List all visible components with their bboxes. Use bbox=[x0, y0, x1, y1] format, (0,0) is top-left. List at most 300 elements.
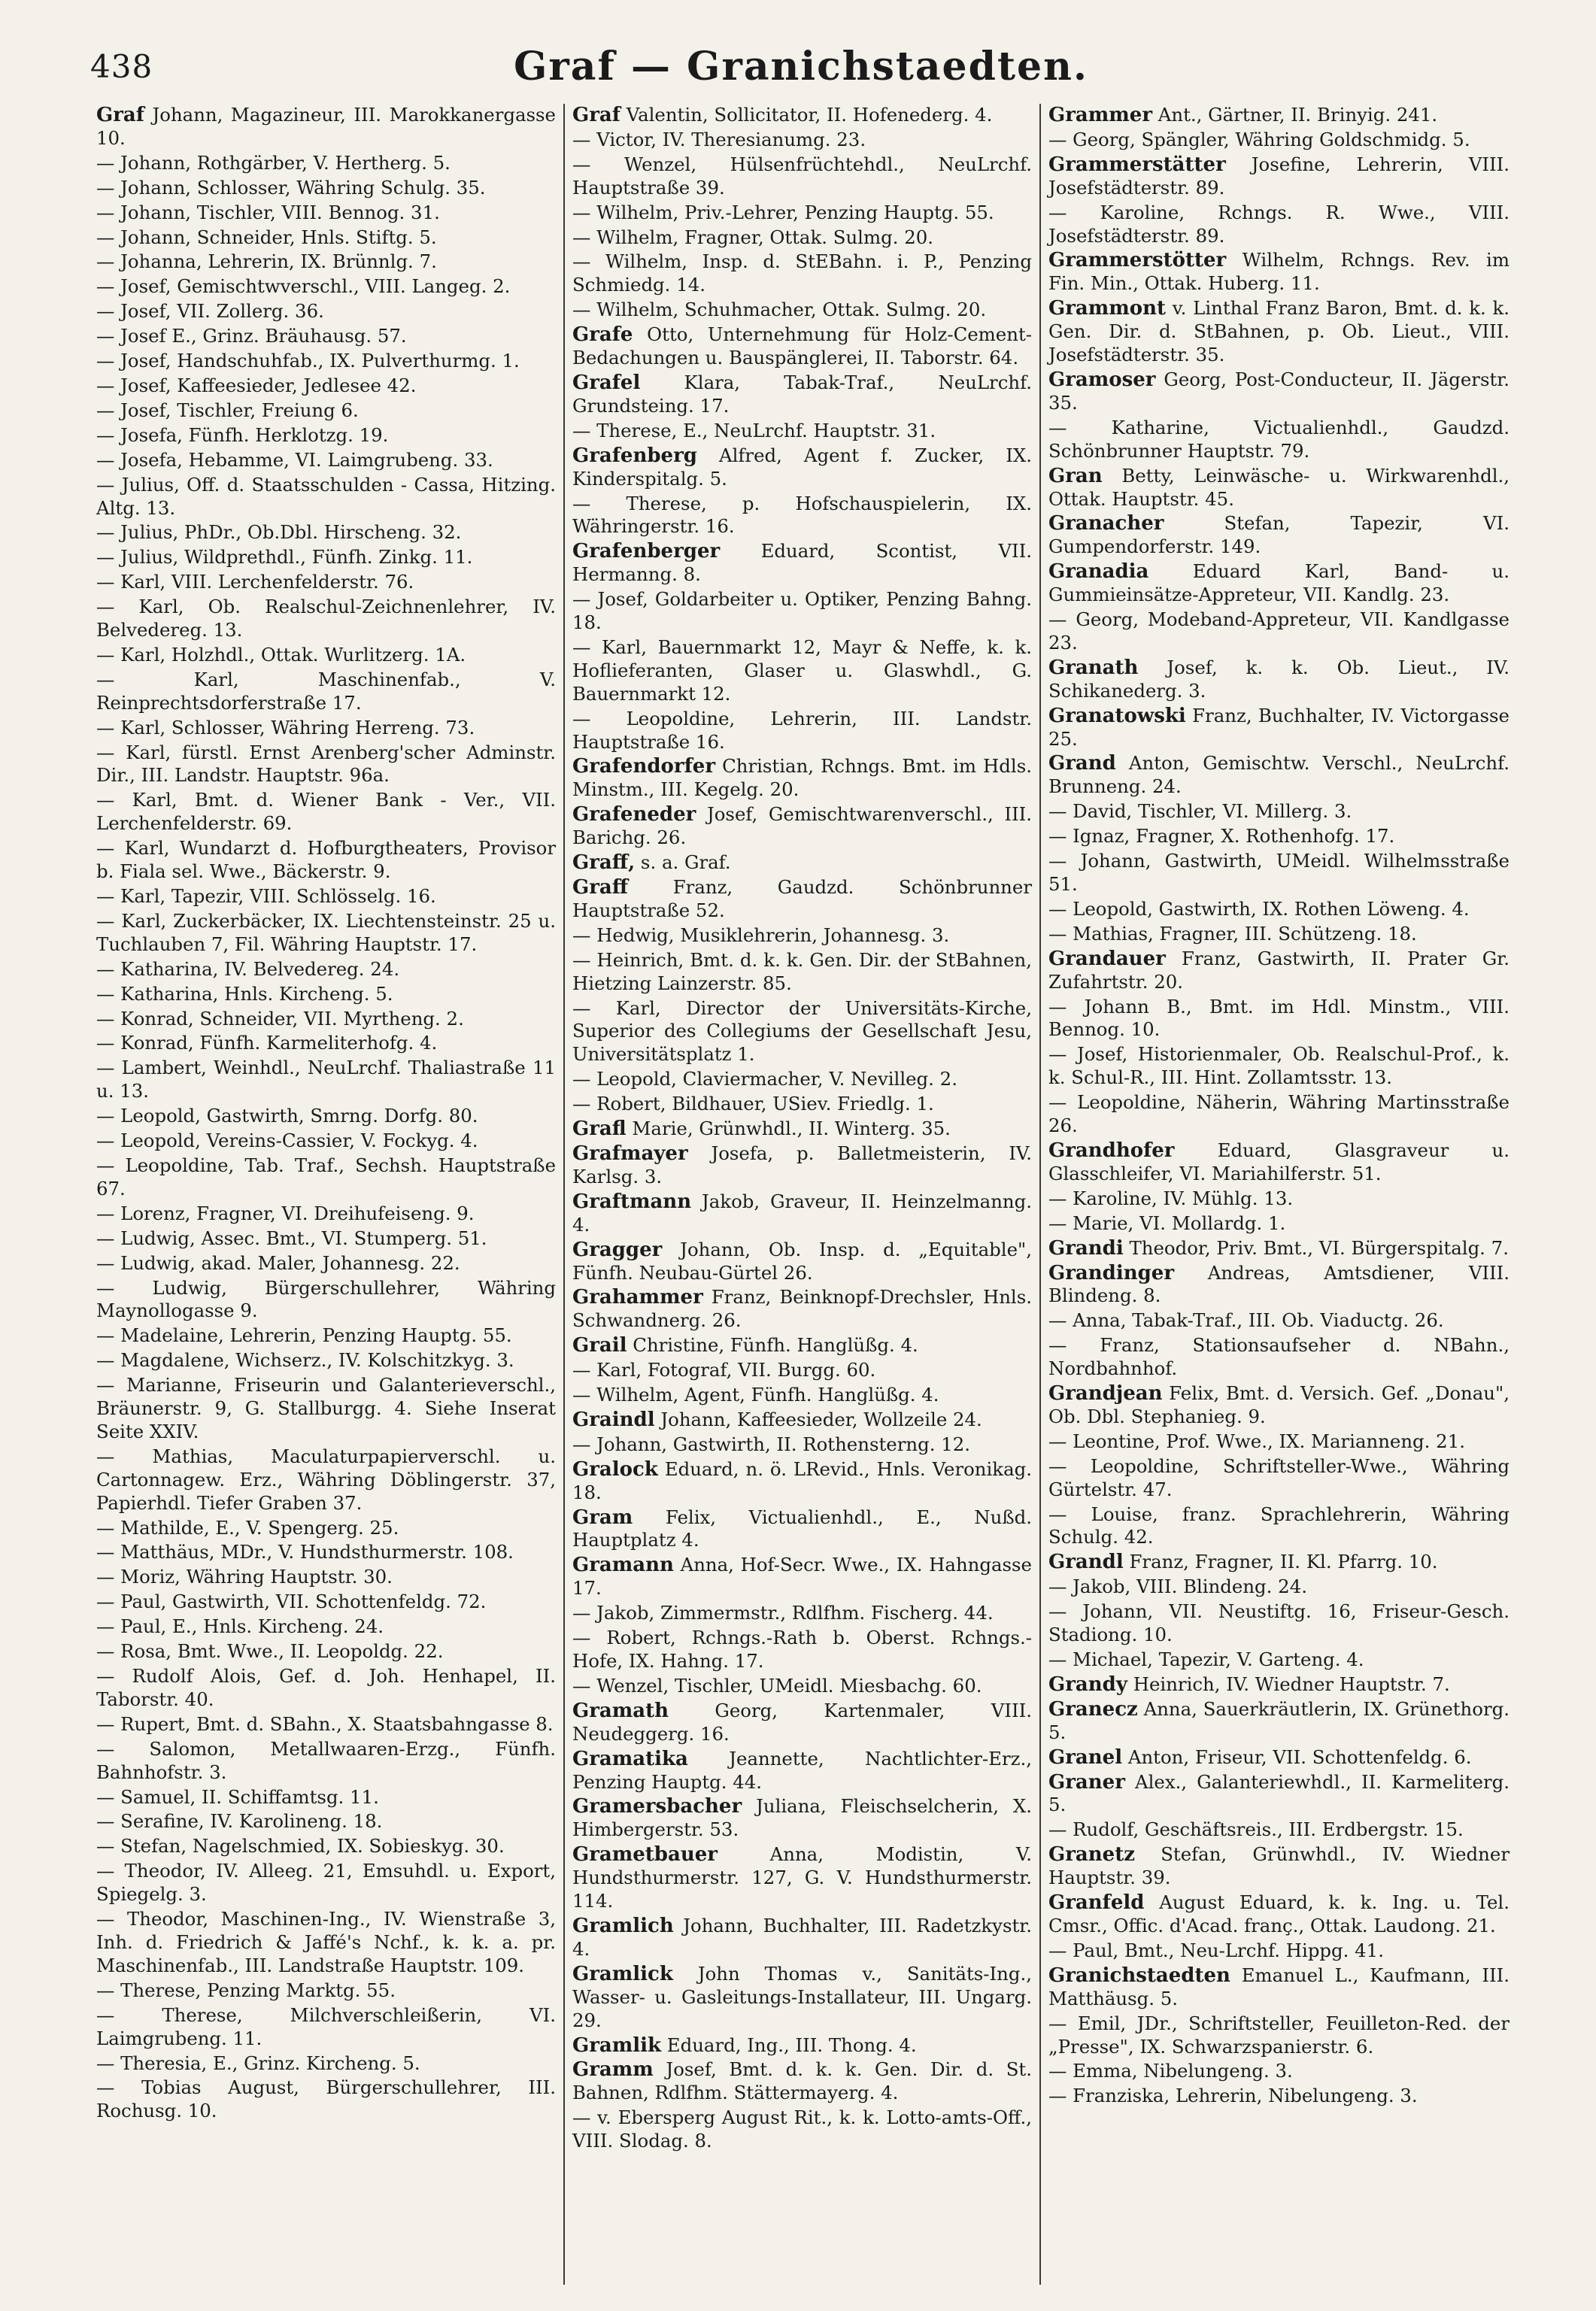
entry-text: Eduard, n. ö. LRevid., Hnls. Veronikag. 18. bbox=[572, 1457, 1032, 1503]
directory-entry bbox=[572, 2058, 1032, 2105]
entry-text: Josef, k. k. Ob. Lieut., IV. Schikanederg. 3. bbox=[1048, 656, 1510, 702]
entry-surname: Gram bbox=[572, 1506, 633, 1529]
entry-text: — Johann, Gastwirth, II. Rothensterng. 12. bbox=[572, 1433, 970, 1455]
entry-text: — Karl, Ob. Realschul-Zeichnenlehrer, IV. Belvedereg. 13. bbox=[96, 596, 556, 641]
column-right bbox=[1041, 104, 1517, 2285]
entry-text: — Leopoldine, Tab. Traf., Sechsh. Hauptstraße 67. bbox=[96, 1154, 556, 1199]
entry-text: Josef, Gemischtwarenverschl., III. Barichg. 26. bbox=[572, 803, 1032, 849]
directory-entry bbox=[96, 2076, 556, 2123]
entry-text: Klara, Tabak-Traf., NeuLrchf. Grundsteing. 17. bbox=[572, 371, 1032, 417]
directory-entry bbox=[96, 1445, 556, 1515]
directory-entry bbox=[572, 588, 1032, 635]
directory-entry bbox=[96, 1566, 556, 1589]
entry-surname: Graner bbox=[1048, 1770, 1125, 1794]
directory-entry bbox=[1048, 850, 1510, 896]
entry-text: — David, Tischler, VI. Millerg. 3. bbox=[1048, 800, 1352, 823]
directory-entry bbox=[572, 876, 1032, 923]
entry-surname: Gramm bbox=[572, 2058, 654, 2082]
entry-surname: Gragger bbox=[572, 1238, 663, 1261]
entry-text: — Karl, Director der Universitäts-Kirche, Superior des Collegiums der Gesellschaft Jesu, Universitätsplatz 1. bbox=[572, 996, 1032, 1066]
directory-entry bbox=[1048, 1503, 1510, 1550]
directory-entry bbox=[1048, 202, 1510, 248]
directory-entry bbox=[1048, 657, 1510, 703]
directory-entry bbox=[96, 1591, 556, 1614]
directory-entry bbox=[572, 1602, 1032, 1625]
directory-entry bbox=[572, 1748, 1032, 1794]
directory-entry bbox=[1048, 512, 1510, 559]
directory-entry bbox=[96, 1032, 556, 1055]
entry-text: — Wenzel, Tischler, UMeidl. Miesbachg. 60. bbox=[572, 1674, 982, 1697]
directory-entry bbox=[1048, 996, 1510, 1042]
directory-entry bbox=[1048, 1843, 1510, 1890]
directory-entry bbox=[1048, 1309, 1510, 1333]
entry-text: — Julius, Off. d. Staatsschulden - Cassa, Hitzing. Altg. 13. bbox=[96, 473, 556, 519]
entry-text: — Mathias, Fragner, III. Schützeng. 18. bbox=[1048, 922, 1417, 945]
entry-text: Betty, Leinwäsche- u. Wirkwarenhdl., Ottak. Hauptstr. 45. bbox=[1048, 464, 1510, 510]
entry-text: — Johann, Tischler, VIII. Bennog. 31. bbox=[96, 201, 440, 223]
directory-entry bbox=[96, 837, 556, 884]
entry-text: Christine, Fünfh. Hanglüßg. 4. bbox=[633, 1334, 918, 1357]
entry-surname: Graindl bbox=[572, 1408, 655, 1431]
entry-surname: Grandy bbox=[1048, 1673, 1127, 1696]
entry-surname: Grammer bbox=[1048, 104, 1153, 126]
entry-text: Stefan, Grünwhdl., IV. Wiedner Hauptstr. 39. bbox=[1048, 1843, 1510, 1889]
entry-text: Stefan, Tapezir, VI. Gumpendorferstr. 149. bbox=[1048, 512, 1510, 558]
entry-text: — Rudolf, Geschäftsreis., III. Erdbergstr. 15. bbox=[1048, 1818, 1464, 1841]
directory-entry bbox=[572, 2034, 1032, 2058]
page-number: 438 bbox=[90, 48, 153, 85]
entry-text: — Robert, Rchngs.-Rath b. Oberst. Rchngs.-Hofe, IX. Hahng. 17. bbox=[572, 1627, 1032, 1672]
entry-text: Georg, Post-Conducteur, II. Jägerstr. 35. bbox=[1048, 368, 1510, 414]
directory-entry bbox=[96, 350, 556, 373]
entry-text: — Johann, Schlosser, Währing Schulg. 35. bbox=[96, 176, 486, 199]
entry-text: Jeannette, Nachtlichter-Erz., Penzing Hauptg. 44. bbox=[572, 1747, 1032, 1793]
entry-text: — Karoline, Rchngs. R. Wwe., VIII. Josefstädterstr. 89. bbox=[1048, 201, 1510, 247]
entry-text: — v. Ebersperg August Rit., k. k. Lotto-amts-Off., VIII. Slodag. 8. bbox=[572, 2106, 1032, 2152]
directory-entry bbox=[572, 444, 1032, 491]
entry-text: — Karl, VIII. Lerchenfelderstr. 76. bbox=[96, 571, 414, 593]
entry-text: — Karl, Maschinenfab., V. Reinprechtsdorferstraße 17. bbox=[96, 668, 556, 714]
column-middle bbox=[565, 104, 1041, 2285]
directory-entry bbox=[96, 669, 556, 715]
entry-text: — Wenzel, Hülsenfrüchtehdl., NeuLrchf. Hauptstraße 39. bbox=[572, 153, 1032, 199]
directory-entry bbox=[96, 1517, 556, 1540]
entry-text: — Marie, VI. Mollardg. 1. bbox=[1048, 1212, 1286, 1234]
entry-text: — Therese, E., NeuLrchf. Hauptstr. 31. bbox=[572, 419, 936, 441]
entry-text: — Therese, Milchverschleißerin, VI. Laimgrubeng. 11. bbox=[96, 2003, 556, 2049]
entry-text: — Paul, Gastwirth, VII. Schottenfeldg. 72. bbox=[96, 1591, 487, 1613]
entry-surname: Granacher bbox=[1048, 512, 1164, 535]
entry-text: — Franz, Stationsaufseher d. NBahn., Nordbahnhof. bbox=[1048, 1334, 1510, 1380]
entry-text: Anna, Modistin, V. Hundsthurmerstr. 127, G. V. Hundsthurmerstr. 114. bbox=[572, 1843, 1032, 1912]
directory-entry bbox=[572, 153, 1032, 200]
entry-text: — Hedwig, Musiklehrerin, Johannesg. 3. bbox=[572, 923, 950, 946]
entry-text: — Josef, VII. Zollerg. 36. bbox=[96, 300, 324, 323]
directory-entry bbox=[1048, 1648, 1510, 1672]
entry-text: — Therese, Penzing Marktg. 55. bbox=[96, 1979, 396, 2001]
directory-entry bbox=[96, 2052, 556, 2076]
entry-text: — Konrad, Schneider, VII. Myrtheng. 2. bbox=[96, 1007, 464, 1030]
entry-surname: Gran bbox=[1048, 464, 1103, 487]
entry-text: — Matthäus, MDr., V. Hundsthurmerstr. 108. bbox=[96, 1541, 514, 1563]
entry-text: Eduard, Glasgraveur u. Glasschleifer, VI. Mariahilferstr. 51. bbox=[1048, 1139, 1510, 1184]
directory-entry bbox=[96, 910, 556, 957]
entry-text: Juliana, Fleischselcherin, X. Himbergerstr. 53. bbox=[572, 1795, 1032, 1841]
entry-text: — Katharina, IV. Belvedereg. 24. bbox=[96, 957, 400, 980]
entry-surname: Grametbauer bbox=[572, 1843, 718, 1867]
entry-text: — Leopoldine, Schriftsteller-Wwe., Währing Gürtelstr. 47. bbox=[1048, 1454, 1510, 1500]
directory-entry bbox=[1048, 153, 1510, 200]
entry-surname: Grandhofer bbox=[1048, 1139, 1175, 1162]
entry-text: — Anna, Tabak-Traf., III. Ob. Viaductg. 26. bbox=[1048, 1309, 1444, 1332]
entry-text: — Josef E., Grinz. Bräuhausg. 57. bbox=[96, 325, 407, 347]
directory-entry bbox=[96, 789, 556, 836]
directory-entry bbox=[96, 1615, 556, 1639]
entry-text: — Jakob, VIII. Blindeng. 24. bbox=[1048, 1576, 1307, 1598]
directory-entry bbox=[572, 1915, 1032, 1961]
directory-entry bbox=[572, 1093, 1032, 1116]
entry-text: — Michael, Tapezir, V. Garteng. 4. bbox=[1048, 1648, 1364, 1670]
directory-entry bbox=[1048, 1964, 1510, 2011]
directory-entry bbox=[1048, 417, 1510, 463]
entry-text: — Marianne, Friseurin und Galanterieverschl., Bräunerstr. 9, G. Stallburgg. 4. Siehe Inserat Seite XXIV. bbox=[96, 1374, 556, 1442]
entry-text: — Karl, Holzhdl., Ottak. Wurlitzerg. 1A. bbox=[96, 643, 466, 666]
entry-surname: Grafmayer bbox=[572, 1142, 688, 1165]
directory-entry bbox=[572, 540, 1032, 587]
directory-entry bbox=[96, 571, 556, 594]
directory-entry bbox=[572, 1795, 1032, 1842]
entry-text: — Rupert, Bmt. d. SBahn., X. Staatsbahngasse 8. bbox=[96, 1712, 554, 1735]
entry-text: Anna, Hof-Secr. Wwe., IX. Hahngasse 17. bbox=[572, 1554, 1032, 1600]
entry-text: Johann, Magazineur, III. Marokkanergasse 10. bbox=[96, 104, 556, 149]
entry-surname: Gramoser bbox=[1048, 368, 1156, 391]
entry-text: — Leopold, Claviermacher, V. Nevilleg. 2. bbox=[572, 1068, 957, 1090]
directory-entry bbox=[96, 885, 556, 908]
entry-text: — Josef, Goldarbeiter u. Optiker, Penzing Bahng. 18. bbox=[572, 588, 1032, 634]
entry-surname: Gramlick bbox=[572, 1962, 673, 1985]
entry-surname: Grahammer bbox=[572, 1286, 703, 1309]
directory-entry bbox=[1048, 898, 1510, 921]
directory-entry bbox=[572, 1458, 1032, 1505]
directory-entry bbox=[96, 1154, 556, 1201]
directory-entry bbox=[572, 949, 1032, 996]
entry-text: Alex., Galanteriewhdl., II. Karmeliterg. 5. bbox=[1048, 1770, 1510, 1816]
directory-entry bbox=[96, 644, 556, 667]
entry-text: — Paul, Bmt., Neu-Lrchf. Hippg. 41. bbox=[1048, 1939, 1384, 1961]
directory-entry bbox=[572, 708, 1032, 754]
directory-entry bbox=[572, 997, 1032, 1067]
directory-entry bbox=[1048, 705, 1510, 751]
entry-text: — Stefan, Nagelschmied, IX. Sobieskyg. 30. bbox=[96, 1835, 505, 1858]
entry-text: — Karl, Schlosser, Währing Herreng. 73. bbox=[96, 716, 475, 738]
directory-entry bbox=[96, 275, 556, 299]
directory-entry bbox=[96, 1541, 556, 1564]
entry-surname: Grandl bbox=[1048, 1551, 1124, 1574]
entry-text: — Mathias, Maculaturpapierverschl. u. Cartonnagew. Erz., Währing Döblingerstr. 37, Papierhdl. Tiefer Graben 37. bbox=[96, 1445, 556, 1514]
directory-entry bbox=[96, 202, 556, 225]
entry-text: John Thomas v., Sanitäts-Ing., Wasser- u. Gasleitungs-Installateur, III. Ungarg. 29. bbox=[572, 1962, 1032, 2031]
entry-text: Wilhelm, Rchngs. Rev. im Fin. Min., Ottak. Huberg. 11. bbox=[1048, 249, 1510, 295]
directory-entry bbox=[96, 546, 556, 569]
entry-text: Alfred, Agent f. Zucker, IX. Kinderspitalg. 5. bbox=[572, 444, 1032, 490]
entry-surname: Gralock bbox=[572, 1457, 658, 1481]
entry-text: — Karl, Tapezir, VIII. Schlösselg. 16. bbox=[96, 885, 436, 907]
directory-entry bbox=[1048, 1891, 1510, 1938]
directory-entry bbox=[96, 1640, 556, 1663]
directory-entry bbox=[1048, 1673, 1510, 1697]
directory-entry bbox=[572, 1239, 1032, 1285]
entry-text: v. Linthal Franz Baron, Bmt. d. k. k. Gen. Dir. d. StBahnen, p. Ob. Lieut., VIII. Josefstädterstr. 35. bbox=[1048, 297, 1510, 366]
entry-text: Anton, Friseur, VII. Schottenfeldg. 6. bbox=[1127, 1745, 1472, 1768]
directory-entry bbox=[1048, 1600, 1510, 1647]
directory-entry bbox=[96, 226, 556, 250]
entry-text: — Lorenz, Fragner, VI. Dreihufeiseng. 9. bbox=[96, 1202, 475, 1224]
entry-text: — Wilhelm, Fragner, Ottak. Sulmg. 20. bbox=[572, 226, 934, 248]
entry-surname: Grafeneder bbox=[572, 803, 696, 826]
entry-surname: Granfeld bbox=[1048, 1891, 1145, 1915]
column-left bbox=[89, 104, 565, 2285]
entry-surname: Grandinger bbox=[1048, 1261, 1175, 1284]
page-header bbox=[90, 44, 1512, 96]
entry-surname: Grail bbox=[572, 1334, 627, 1357]
entry-text: — Josef, Historienmaler, Ob. Realschul-Prof., k. k. Schul-R., III. Hint. Zollamtsstr. 13. bbox=[1048, 1043, 1510, 1089]
entry-surname: Grammont bbox=[1048, 297, 1167, 320]
directory-entry bbox=[572, 1506, 1032, 1553]
entry-text: Heinrich, IV. Wiedner Hauptstr. 7. bbox=[1133, 1673, 1450, 1695]
directory-entry bbox=[1048, 1237, 1510, 1260]
entry-text: — Leopold, Gastwirth, IX. Rothen Löweng. 4. bbox=[1048, 897, 1470, 920]
directory-entry bbox=[96, 1713, 556, 1736]
directory-entry bbox=[1048, 560, 1510, 607]
entry-text: August Eduard, k. k. Ing. u. Tel. Cmsr., Offic. d'Acad. franç., Ottak. Laudong. 21. bbox=[1048, 1891, 1510, 1936]
entry-text: — Josef, Kaffeesieder, Jedlesee 42. bbox=[96, 374, 417, 396]
directory-entry bbox=[572, 104, 1032, 127]
entry-text: Christian, Rchngs. Bmt. im Hdls. Minstm., III. Kegelg. 20. bbox=[572, 755, 1032, 801]
entry-surname: Granecz bbox=[1048, 1697, 1138, 1721]
directory-entry bbox=[96, 1105, 556, 1128]
directory-entry bbox=[572, 851, 1032, 875]
directory-entry bbox=[96, 1860, 556, 1906]
directory-entry bbox=[572, 1334, 1032, 1357]
entry-text: — Johann B., Bmt. im Hdl. Minstm., VIII. Bennog. 10. bbox=[1048, 995, 1510, 1041]
entry-surname: Gramann bbox=[572, 1554, 674, 1577]
entry-surname: Grafenberger bbox=[572, 540, 721, 563]
entry-surname: Grafel bbox=[572, 371, 641, 394]
directory-entry bbox=[1048, 297, 1510, 367]
entry-text: Andreas, Amtsdiener, VIII. Blindeng. 8. bbox=[1048, 1261, 1510, 1307]
directory-entry bbox=[96, 521, 556, 544]
directory-entry bbox=[1048, 2085, 1510, 2108]
entry-text: — Julius, PhDr., Ob.Dbl. Hirscheng. 32. bbox=[96, 521, 462, 544]
entry-text: — Leopold, Gastwirth, Smrng. Dorfg. 80. bbox=[96, 1105, 478, 1127]
directory-entry bbox=[96, 424, 556, 447]
directory-entry bbox=[1048, 2060, 1510, 2083]
entry-text: — Lambert, Weinhdl., NeuLrchf. Thaliastraße 11 u. 13. bbox=[96, 1057, 556, 1102]
entry-text: — Moriz, Währing Hauptstr. 30. bbox=[96, 1566, 393, 1588]
entry-text: — Josef, Handschuhfab., IX. Pulverthurmg. 1. bbox=[96, 350, 520, 372]
entry-text: Emanuel L., Kaufmann, III. Matthäusg. 5. bbox=[1048, 1964, 1510, 2009]
entry-text: — Konrad, Fünfh. Karmeliterhofg. 4. bbox=[96, 1032, 438, 1054]
directory-entry bbox=[1048, 465, 1510, 511]
directory-entry bbox=[96, 1203, 556, 1226]
directory-entry bbox=[96, 177, 556, 200]
entry-surname: Granetz bbox=[1048, 1843, 1135, 1867]
directory-entry bbox=[96, 1349, 556, 1372]
entry-surname: Granel bbox=[1048, 1745, 1123, 1769]
directory-entry bbox=[1048, 752, 1510, 799]
directory-entry bbox=[1048, 1455, 1510, 1502]
entry-surname: Gramatika bbox=[572, 1747, 688, 1770]
directory-entry bbox=[1048, 104, 1510, 127]
directory-entry bbox=[1048, 1382, 1510, 1429]
directory-entry bbox=[96, 250, 556, 274]
directory-entry bbox=[572, 1843, 1032, 1913]
directory-entry bbox=[572, 2106, 1032, 2153]
entry-text: — Serafine, IV. Karolineng. 18. bbox=[96, 1810, 383, 1833]
entry-text: Eduard, Ing., III. Thong. 4. bbox=[666, 2033, 917, 2056]
entry-text: Felix, Bmt. d. Versich. Gef. „Donau", Ob. Dbl. Stephanieg. 9. bbox=[1048, 1382, 1510, 1427]
directory-entry bbox=[572, 803, 1032, 850]
entry-text: — Karl, Fotograf, VII. Burgg. 60. bbox=[572, 1359, 876, 1381]
directory-entry bbox=[1048, 1771, 1510, 1818]
entry-text: Johann, Buchhalter, III. Radetzkystr. 4. bbox=[572, 1914, 1032, 1960]
directory-entry bbox=[96, 325, 556, 348]
entry-text: — Mathilde, E., V. Spengerg. 25. bbox=[96, 1516, 399, 1539]
directory-entry bbox=[1048, 1818, 1510, 1842]
entry-text: — Victor, IV. Theresianumg. 23. bbox=[572, 128, 866, 150]
directory-entry bbox=[96, 983, 556, 1006]
entry-surname: Gramath bbox=[572, 1699, 669, 1722]
entry-text: Josefine, Lehrerin, VIII. Josefstädterstr. 89. bbox=[1048, 153, 1510, 199]
entry-text: Otto, Unternehmung für Holz-Cement-Bedachungen u. Bauspänglerei, II. Taborstr. 64. bbox=[572, 323, 1032, 369]
entry-text: — Franziska, Lehrerin, Nibelungeng. 3. bbox=[1048, 2085, 1418, 2107]
directory-entry bbox=[96, 958, 556, 981]
directory-entry bbox=[572, 226, 1032, 250]
entry-surname: Grafe bbox=[572, 323, 633, 347]
directory-entry bbox=[96, 1374, 556, 1444]
directory-entry bbox=[96, 1908, 556, 1978]
entry-text: — Katharine, Victualienhdl., Gaudzd. Schönbrunner Hauptstr. 79. bbox=[1048, 416, 1510, 462]
directory-entry bbox=[572, 755, 1032, 802]
directory-entry bbox=[1048, 1334, 1510, 1381]
directory-entry bbox=[1048, 1091, 1510, 1138]
entry-text: — Rudolf Alois, Gef. d. Joh. Henhapel, II. Taborstr. 40. bbox=[96, 1665, 556, 1710]
entry-text: — Karl, Bauernmarkt 12, Mayr & Neffe, k. k. Hoflieferanten, Glaser u. Glaswhdl., G. Bauernmarkt 12. bbox=[572, 635, 1032, 705]
directory-entry bbox=[572, 1700, 1032, 1746]
entry-text: Felix, Victualienhdl., E., Nußd. Hauptplatz 4. bbox=[572, 1506, 1032, 1551]
entry-text: — Ignaz, Fragner, X. Rothenhofg. 17. bbox=[1048, 825, 1395, 848]
page-title: Graf — Granichstaedten. bbox=[513, 44, 1089, 89]
entry-surname: Graf bbox=[96, 104, 144, 126]
directory-entry bbox=[96, 399, 556, 423]
directory-entry bbox=[572, 323, 1032, 370]
directory-entry bbox=[1048, 1746, 1510, 1770]
directory-entry bbox=[572, 1409, 1032, 1432]
entry-text: Franz, Fragner, II. Kl. Pfarrg. 10. bbox=[1129, 1551, 1438, 1573]
directory-entry bbox=[572, 1554, 1032, 1600]
entry-text: — Karl, fürstl. Ernst Arenberg'scher Adminstr. Dir., III. Landstr. Hauptstr. 96a. bbox=[96, 741, 556, 787]
directory-entry bbox=[572, 636, 1032, 706]
entry-surname: Granatowski bbox=[1048, 704, 1186, 727]
directory-entry bbox=[1048, 1698, 1510, 1745]
entry-surname: Grandjean bbox=[1048, 1382, 1163, 1406]
entry-surname: Graff, bbox=[572, 851, 636, 875]
directory-entry bbox=[572, 202, 1032, 225]
directory-entry bbox=[96, 1008, 556, 1031]
entry-text: — Wilhelm, Schuhmacher, Ottak. Sulmg. 20. bbox=[572, 299, 987, 321]
entry-text: Eduard, Scontist, VII. Hermanng. 8. bbox=[572, 540, 1032, 586]
directory-entry bbox=[96, 1227, 556, 1251]
directory-entry bbox=[1048, 1212, 1510, 1236]
directory-entry bbox=[572, 129, 1032, 152]
directory-entry bbox=[1048, 1939, 1510, 1963]
entry-text: — Robert, Bildhauer, USiev. Friedlg. 1. bbox=[572, 1093, 934, 1115]
entry-text: — Leopold, Vereins-Cassier, V. Fockyg. 4. bbox=[96, 1130, 478, 1152]
entry-text: — Theresia, E., Grinz. Kircheng. 5. bbox=[96, 2052, 420, 2074]
directory-entry bbox=[572, 1142, 1032, 1189]
entry-text: — Therese, p. Hofschauspielerin, IX. Währingerstr. 16. bbox=[572, 492, 1032, 538]
entry-text: — Julius, Wildprethdl., Fünfh. Zinkg. 11. bbox=[96, 546, 473, 569]
entry-surname: Granadia bbox=[1048, 560, 1149, 584]
entry-text: — Johann, VII. Neustiftg. 16, Friseur-Gesch. Stadiong. 10. bbox=[1048, 1600, 1510, 1646]
entry-surname: Grandauer bbox=[1048, 947, 1166, 970]
directory-entry bbox=[96, 104, 556, 150]
entry-text: — Karl, Bmt. d. Wiener Bank - Ver., VII. Lerchenfelderstr. 69. bbox=[96, 789, 556, 835]
directory-entry bbox=[96, 1786, 556, 1809]
directory-entry bbox=[96, 1057, 556, 1103]
directory-entry bbox=[1048, 1262, 1510, 1309]
directory-entry bbox=[572, 420, 1032, 443]
entry-text: — Tobias August, Bürgerschullehrer, III. Rochusg. 10. bbox=[96, 2076, 556, 2122]
directory-entry bbox=[96, 1324, 556, 1348]
directory-entry bbox=[1048, 129, 1510, 152]
entry-text: — Madelaine, Lehrerin, Penzing Hauptg. 55. bbox=[96, 1324, 512, 1347]
entry-text: — Josef, Tischler, Freiung 6. bbox=[96, 399, 359, 421]
directory-entry bbox=[572, 1359, 1032, 1382]
entry-surname: Graftmann bbox=[572, 1190, 692, 1213]
entry-surname: Grand bbox=[1048, 752, 1116, 775]
entry-text: — Wilhelm, Insp. d. StEBahn. i. P., Penzing Schmiedg. 14. bbox=[572, 250, 1032, 296]
directory-entry bbox=[96, 742, 556, 788]
directory-entry bbox=[96, 1277, 556, 1324]
entry-surname: Grandi bbox=[1048, 1236, 1124, 1260]
entry-text: — Josef, Gemischtwverschl., VIII. Langeg. 2. bbox=[96, 275, 511, 298]
directory-entry bbox=[572, 493, 1032, 539]
directory-entry bbox=[572, 250, 1032, 297]
entry-text: — Emma, Nibelungeng. 3. bbox=[1048, 2060, 1293, 2082]
directory-entry bbox=[572, 299, 1032, 322]
entry-text: — Magdalene, Wichserz., IV. Kolschitzkyg. 3. bbox=[96, 1349, 514, 1372]
entry-text: — Paul, E., Hnls. Kircheng. 24. bbox=[96, 1615, 384, 1638]
entry-text: Anton, Gemischtw. Verschl., NeuLrchf. Brunneng. 24. bbox=[1048, 752, 1510, 798]
entry-text: — Jakob, Zimmermstr., Rdlfhm. Fischerg. 44. bbox=[572, 1602, 994, 1624]
directory-entry bbox=[572, 1068, 1032, 1091]
entry-text: — Ludwig, Bürgerschullehrer, Währing Maynollogasse 9. bbox=[96, 1276, 556, 1322]
directory-entry bbox=[96, 152, 556, 175]
directory-entry bbox=[96, 474, 556, 520]
directory-entry bbox=[1048, 608, 1510, 655]
entry-text: — Katharina, Hnls. Kircheng. 5. bbox=[96, 982, 393, 1005]
directory-entry bbox=[1048, 1139, 1510, 1186]
entry-text: Franz, Gaudzd. Schönbrunner Hauptstraße 52. bbox=[572, 876, 1032, 921]
entry-text: — Leontine, Prof. Wwe., IX. Marianneng. 21. bbox=[1048, 1430, 1465, 1452]
directory-entry bbox=[1048, 825, 1510, 848]
entry-surname: Gramersbacher bbox=[572, 1795, 742, 1818]
directory-entry bbox=[96, 1252, 556, 1275]
directory-entry bbox=[96, 375, 556, 398]
entry-text: — Wilhelm, Priv.-Lehrer, Penzing Hauptg. 55. bbox=[572, 201, 994, 223]
entry-text: — Theodor, IV. Alleeg. 21, Emsuhdl. u. Export, Spiegelg. 3. bbox=[96, 1860, 556, 1906]
